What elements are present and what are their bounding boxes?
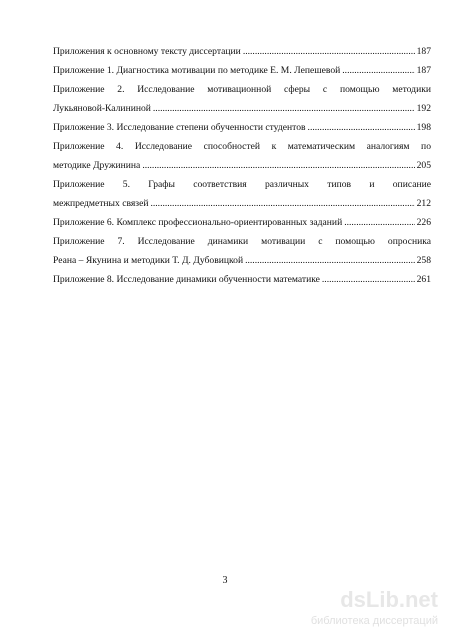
- watermark-logo: dsLib.net: [340, 587, 438, 612]
- toc-page-number: 226: [416, 217, 431, 228]
- toc-entry-title: Приложение 2. Исследование мотивационной сферы с помощью методики: [53, 84, 431, 95]
- toc-page-number: 205: [416, 160, 431, 171]
- toc-entry[interactable]: [53, 80, 431, 118]
- table-of-contents: [53, 42, 431, 289]
- toc-entry-title: Приложение 1. Диагностика мотивации по методике Е. М. Лепешевой: [53, 65, 341, 76]
- toc-page-number: 187: [416, 65, 431, 76]
- toc-entry-title: межпредметных связей: [53, 198, 149, 209]
- toc-entry-title: методике Дружинина: [53, 160, 141, 171]
- toc-page-number: 198: [416, 122, 431, 133]
- toc-line: [53, 251, 431, 270]
- dot-leader: [344, 213, 414, 232]
- dot-leader: [245, 251, 415, 270]
- toc-entry-title: Приложение 4. Исследование способностей к математическим аналогиям по: [53, 141, 431, 152]
- toc-entry-title: Приложение 3. Исследование степени обученности студентов: [53, 122, 306, 133]
- watermark: [278, 587, 438, 631]
- toc-entry-title: Приложение 5. Графы соответствия различных типов и описание: [53, 179, 431, 190]
- page-number: 3: [222, 575, 228, 586]
- dot-leader: [322, 270, 415, 289]
- toc-entry-title: Приложение 7. Исследование динамики мотивации с помощью опросника: [53, 236, 431, 247]
- dot-leader: [308, 118, 415, 137]
- toc-entry-title: Приложения к основному тексту диссертации: [53, 46, 241, 57]
- toc-line: [53, 61, 431, 80]
- dot-leader: [153, 99, 415, 118]
- toc-entry[interactable]: [53, 213, 431, 232]
- toc-entry[interactable]: [53, 118, 431, 137]
- toc-page-number: 192: [416, 103, 431, 114]
- toc-entry[interactable]: [53, 61, 431, 80]
- toc-page-number: 261: [416, 274, 431, 285]
- toc-page-number: 187: [416, 46, 431, 57]
- toc-page-number: 212: [416, 198, 431, 209]
- toc-page-number: 258: [416, 255, 431, 266]
- dot-leader: [142, 156, 414, 175]
- toc-entry[interactable]: [53, 137, 431, 175]
- toc-entry-title: Приложение 8. Исследование динамики обученности математике: [53, 274, 320, 285]
- toc-line: [53, 99, 431, 118]
- toc-line: [53, 270, 431, 289]
- dot-leader: [342, 61, 414, 80]
- dot-leader: [150, 194, 414, 213]
- watermark-subtitle: библиотека диссертаций: [310, 615, 438, 627]
- toc-line: [53, 194, 431, 213]
- toc-entry[interactable]: [53, 175, 431, 213]
- toc-line: [53, 118, 431, 137]
- toc-line: [53, 213, 431, 232]
- toc-entry-title: Приложение 6. Комплекс профессионально-ориентированных заданий: [53, 217, 343, 228]
- dot-leader: [243, 42, 415, 61]
- toc-entry[interactable]: [53, 42, 431, 61]
- toc-entry-title: Реана – Якунина и методики Т. Д. Дубовицкой: [53, 255, 244, 266]
- toc-entry[interactable]: [53, 270, 431, 289]
- toc-entry[interactable]: [53, 232, 431, 270]
- toc-line: [53, 42, 431, 61]
- toc-entry-title: Лукьяновой-Калининой: [53, 103, 151, 114]
- toc-line: [53, 156, 431, 175]
